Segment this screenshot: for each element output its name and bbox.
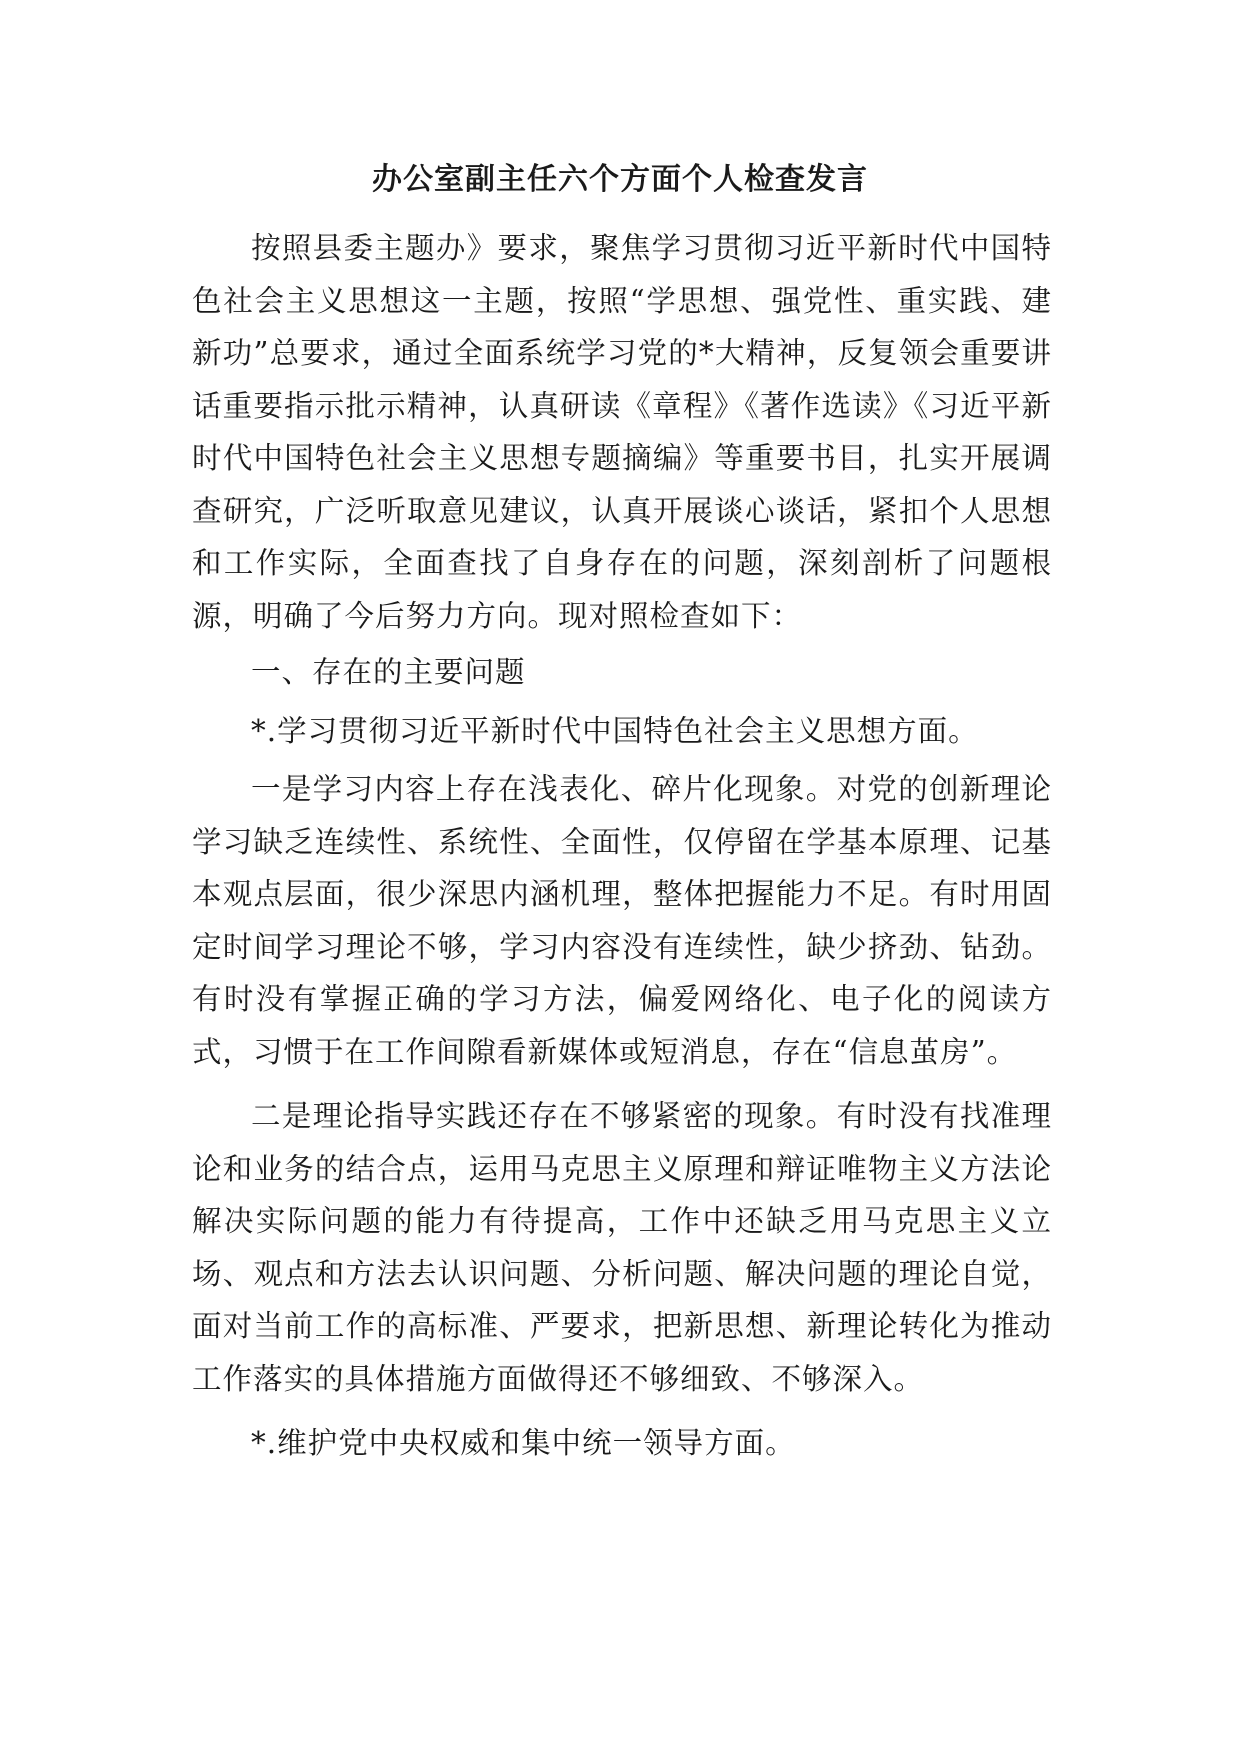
subsection-heading-study-thought: *.学习贯彻习近平新时代中国特色社会主义思想方面。 — [251, 713, 979, 748]
document-body — [192, 222, 1052, 1476]
section-heading-main-problems: 一、存在的主要问题 — [251, 655, 526, 689]
subsection-heading-central-authority: *.维护党中央权威和集中统一领导方面。 — [251, 1426, 796, 1460]
document-title: 办公室副主任六个方面个人检查发言 — [372, 162, 868, 197]
intro-paragraph: 按照县委主题办》要求，聚焦学习贯彻习近平新时代中国特色社会主义思想这一主题，按照“学思想、强党性、重实践、建新功”总要求，通过全面系统学习党的*大精神，反复领会重要讲话重要指示批示精神，认真研读《章程》《著作选读》《习近平新时代中国特色社会主义思想专题摘编》等重要书目，扎实开展调查研究，广泛听取意见建议，认真开展谈心谈话，紧扣个人思想和工作实际，全面查找了自身存在的问题，深刻剖析了问题根源，明确了今后努力方向。现对照检查如下： — [192, 231, 1052, 633]
paragraph-point-two: 二是理论指导实践还存在不够紧密的现象。有时没有找准理论和业务的结合点，运用马克思主义原理和辩证唯物主义方法论解决实际问题的能力有待提高，工作中还缺乏用马克思主义立场、观点和方法去认识问题、分析问题、解决问题的理论自觉，面对当前工作的高标准、严要求，把新思想、新理论转化为推动工作落实的具体措施方面做得还不够细致、不够深入。 — [192, 1099, 1052, 1396]
paragraph-point-one: 一是学习内容上存在浅表化、碎片化现象。对党的创新理论学习缺乏连续性、系统性、全面性，仅停留在学基本原理、记基本观点层面，很少深思内涵机理，整体把握能力不足。有时用固定时间学习理论不够，学习内容没有连续性，缺少挤劲、钻劲。有时没有掌握正确的学习方法，偏爱网络化、电子化的阅读方式，习惯于在工作间隙看新媒体或短消息，存在“信息茧房”。 — [192, 772, 1052, 1069]
